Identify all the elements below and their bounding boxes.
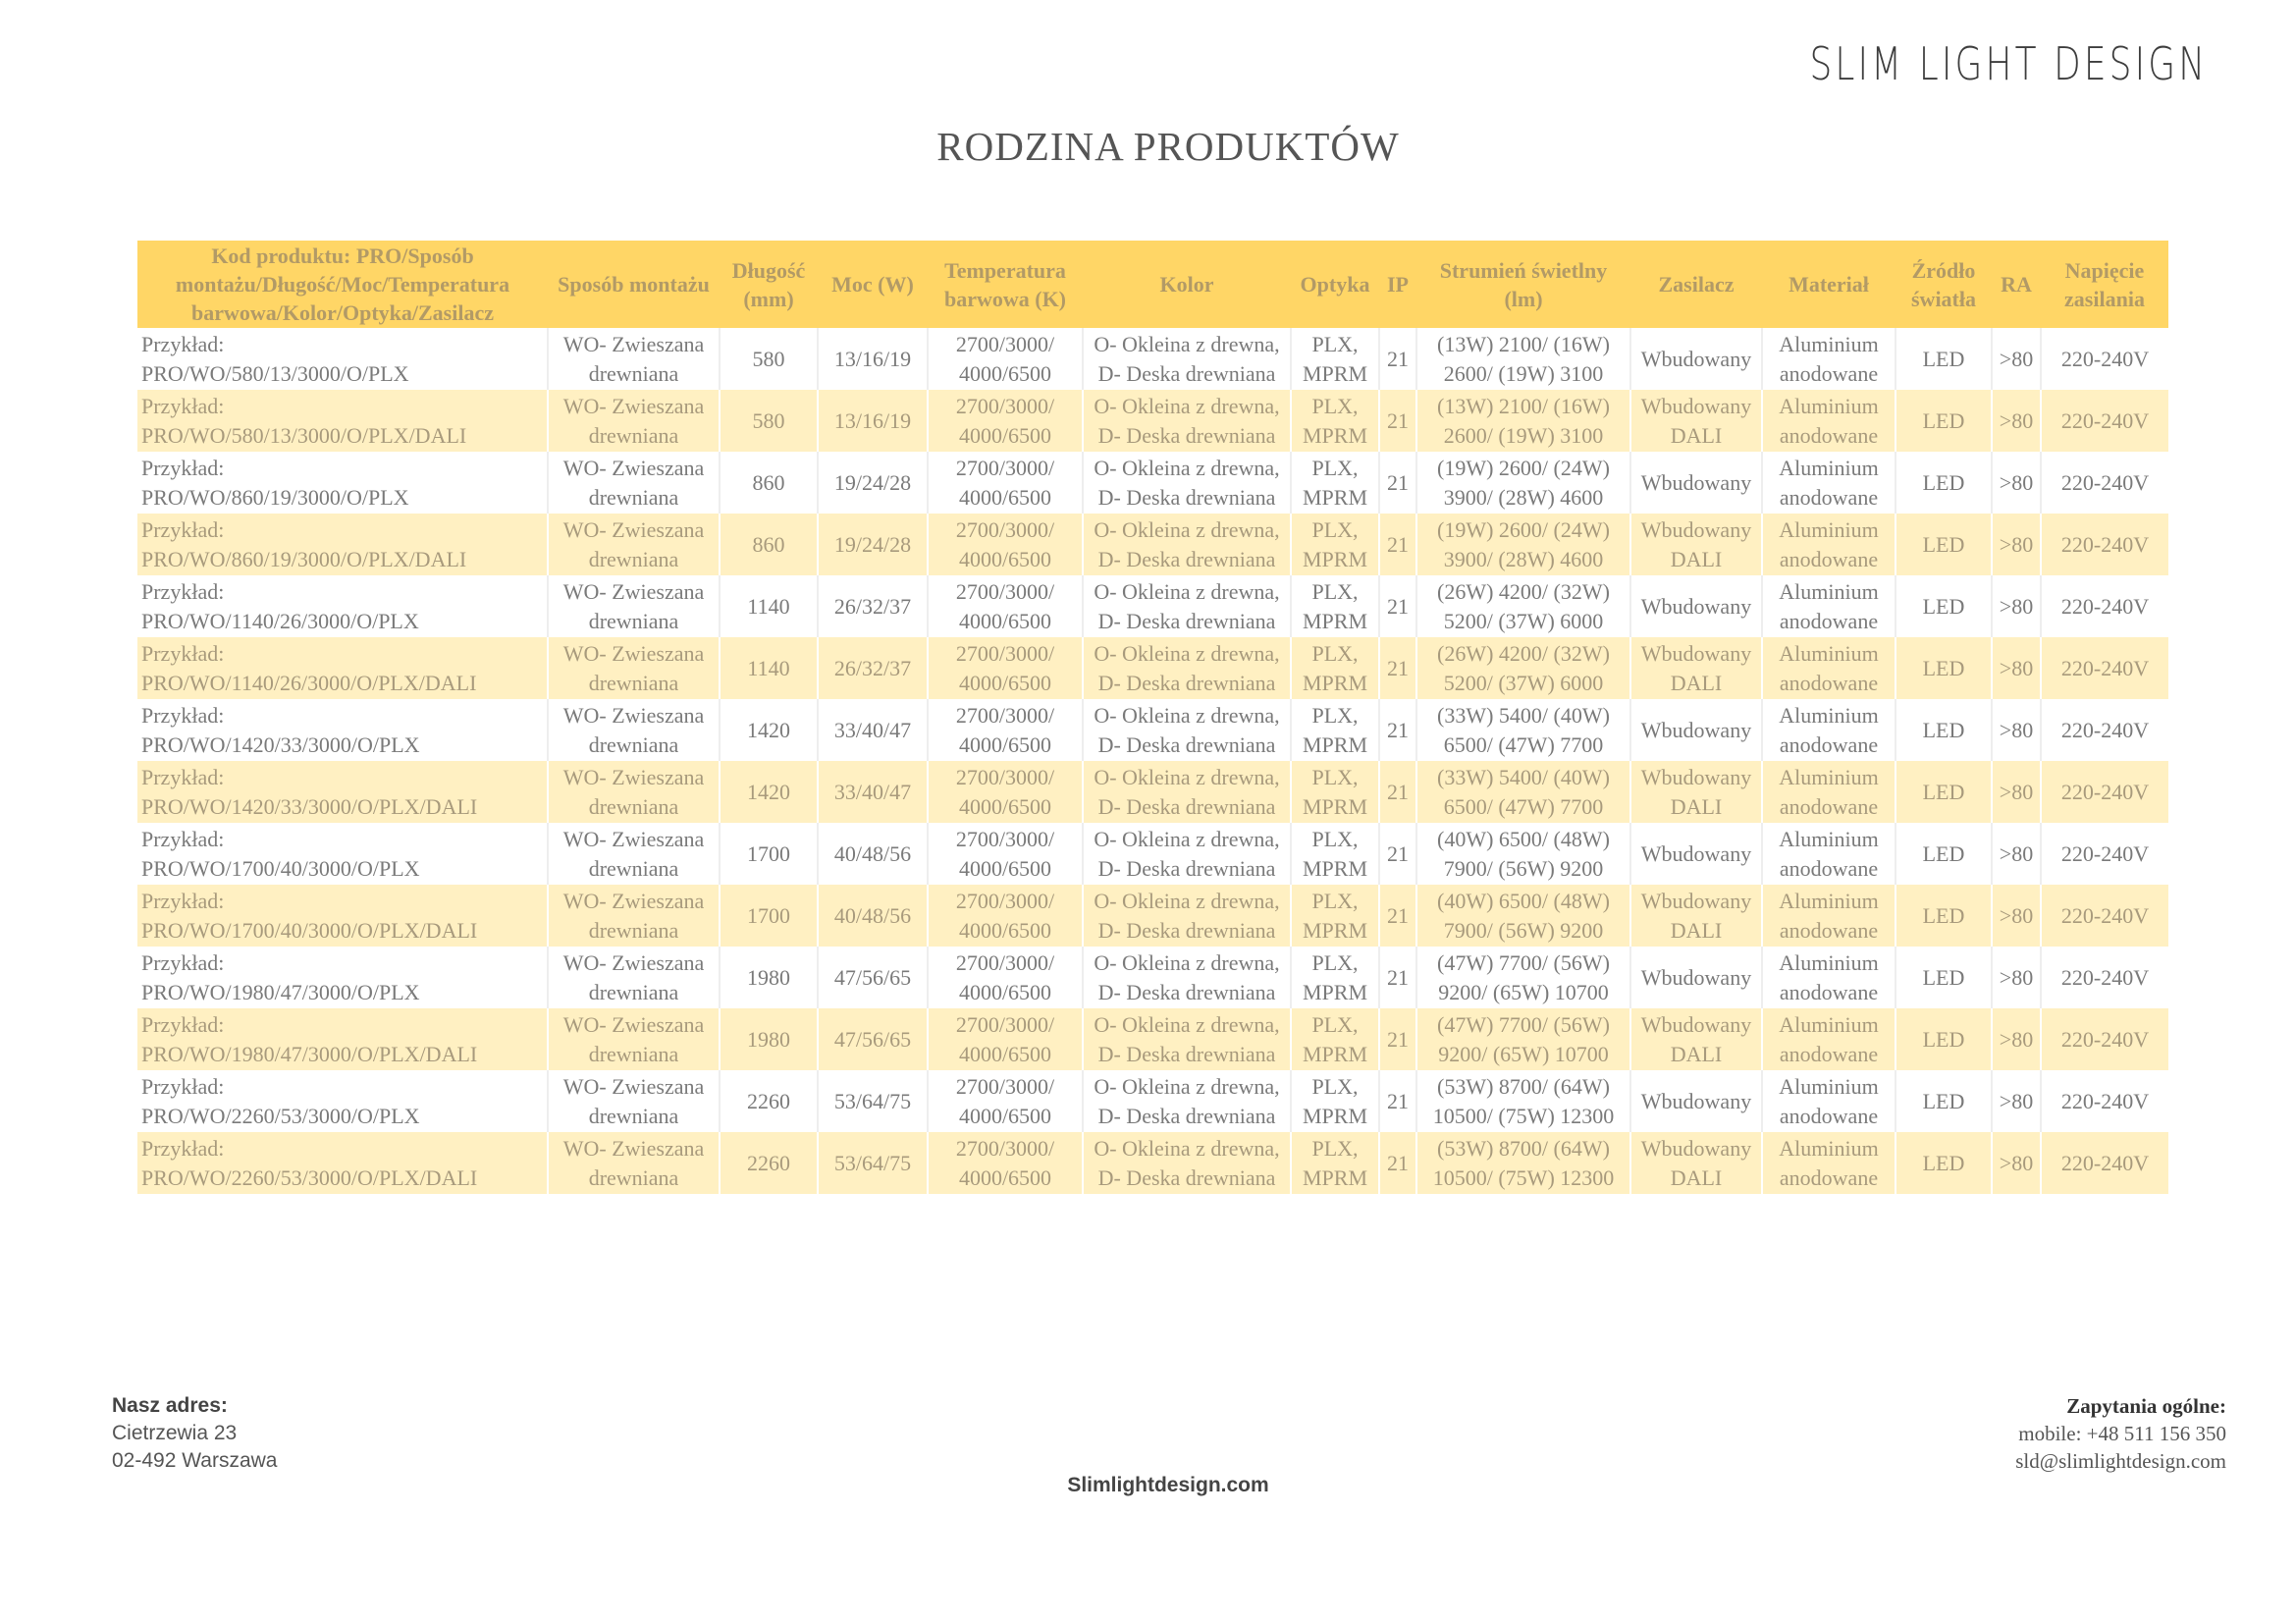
cell-mounting: WO- Zwieszana drewniana: [548, 390, 720, 452]
header-color-temp: Temperatura barwowa (K): [928, 241, 1083, 328]
cell-ra: >80: [1992, 947, 2041, 1008]
header-optics: Optyka: [1291, 241, 1379, 328]
cell-ra: >80: [1992, 1132, 2041, 1194]
cell-light-source: LED: [1896, 328, 1992, 390]
cell-product-code: Przykład: PRO/WO/1140/26/3000/O/PLX/DALI: [137, 637, 548, 699]
table-row: [137, 1070, 2168, 1132]
cell-optics: PLX, MPRM: [1291, 1070, 1379, 1132]
cell-color-temp: 2700/3000/ 4000/6500: [928, 947, 1083, 1008]
table-row: [137, 947, 2168, 1008]
cell-power: 26/32/37: [818, 575, 928, 637]
cell-voltage: 220-240V: [2041, 947, 2168, 1008]
cell-voltage: 220-240V: [2041, 575, 2168, 637]
cell-power: 33/40/47: [818, 699, 928, 761]
cell-material: Aluminium anodowane: [1762, 699, 1896, 761]
cell-color-temp: 2700/3000/ 4000/6500: [928, 637, 1083, 699]
cell-voltage: 220-240V: [2041, 823, 2168, 885]
cell-luminous-flux: (13W) 2100/ (16W) 2600/ (19W) 3100: [1416, 328, 1630, 390]
cell-luminous-flux: (33W) 5400/ (40W) 6500/ (47W) 7700: [1416, 699, 1630, 761]
cell-light-source: LED: [1896, 1008, 1992, 1070]
cell-optics: PLX, MPRM: [1291, 1008, 1379, 1070]
cell-color-temp: 2700/3000/ 4000/6500: [928, 575, 1083, 637]
cell-luminous-flux: (13W) 2100/ (16W) 2600/ (19W) 3100: [1416, 390, 1630, 452]
cell-length: 860: [720, 514, 818, 575]
table-row: [137, 1132, 2168, 1194]
cell-light-source: LED: [1896, 761, 1992, 823]
cell-ra: >80: [1992, 885, 2041, 947]
cell-light-source: LED: [1896, 885, 1992, 947]
cell-product-code: Przykład: PRO/WO/580/13/3000/O/PLX/DALI: [137, 390, 548, 452]
cell-length: 1980: [720, 1008, 818, 1070]
brand-logo: SLIM LIGHT DESIGN: [1809, 37, 2208, 90]
table-header-row: [137, 241, 2168, 328]
cell-driver: Wbudowany: [1630, 823, 1762, 885]
cell-material: Aluminium anodowane: [1762, 637, 1896, 699]
cell-voltage: 220-240V: [2041, 328, 2168, 390]
cell-driver: Wbudowany: [1630, 452, 1762, 514]
cell-light-source: LED: [1896, 514, 1992, 575]
cell-product-code: Przykład: PRO/WO/580/13/3000/O/PLX: [137, 328, 548, 390]
cell-finish: O- Okleina z drewna, D- Deska drewniana: [1083, 328, 1291, 390]
cell-length: 1420: [720, 761, 818, 823]
header-driver: Zasilacz: [1630, 241, 1762, 328]
cell-mounting: WO- Zwieszana drewniana: [548, 1008, 720, 1070]
cell-driver: Wbudowany: [1630, 575, 1762, 637]
cell-light-source: LED: [1896, 699, 1992, 761]
cell-ip: 21: [1379, 761, 1416, 823]
cell-ip: 21: [1379, 823, 1416, 885]
cell-finish: O- Okleina z drewna, D- Deska drewniana: [1083, 390, 1291, 452]
cell-light-source: LED: [1896, 823, 1992, 885]
cell-product-code: Przykład: PRO/WO/1980/47/3000/O/PLX: [137, 947, 548, 1008]
cell-driver: Wbudowany DALI: [1630, 390, 1762, 452]
cell-mounting: WO- Zwieszana drewniana: [548, 637, 720, 699]
cell-length: 2260: [720, 1132, 818, 1194]
cell-power: 13/16/19: [818, 390, 928, 452]
cell-material: Aluminium anodowane: [1762, 328, 1896, 390]
cell-material: Aluminium anodowane: [1762, 823, 1896, 885]
cell-driver: Wbudowany DALI: [1630, 1008, 1762, 1070]
cell-material: Aluminium anodowane: [1762, 575, 1896, 637]
cell-optics: PLX, MPRM: [1291, 761, 1379, 823]
cell-optics: PLX, MPRM: [1291, 575, 1379, 637]
cell-product-code: Przykład: PRO/WO/1420/33/3000/O/PLX: [137, 699, 548, 761]
table-row: [137, 761, 2168, 823]
cell-ip: 21: [1379, 637, 1416, 699]
cell-length: 1140: [720, 575, 818, 637]
cell-mounting: WO- Zwieszana drewniana: [548, 1070, 720, 1132]
cell-optics: PLX, MPRM: [1291, 699, 1379, 761]
cell-material: Aluminium anodowane: [1762, 761, 1896, 823]
cell-finish: O- Okleina z drewna, D- Deska drewniana: [1083, 699, 1291, 761]
cell-optics: PLX, MPRM: [1291, 390, 1379, 452]
cell-optics: PLX, MPRM: [1291, 885, 1379, 947]
cell-finish: O- Okleina z drewna, D- Deska drewniana: [1083, 823, 1291, 885]
cell-voltage: 220-240V: [2041, 452, 2168, 514]
cell-ip: 21: [1379, 1070, 1416, 1132]
header-voltage: Napięcie zasilania: [2041, 241, 2168, 328]
footer-address: [112, 1392, 277, 1475]
cell-driver: Wbudowany: [1630, 699, 1762, 761]
header-light-source: Źródło światła: [1896, 241, 1992, 328]
cell-voltage: 220-240V: [2041, 637, 2168, 699]
cell-product-code: Przykład: PRO/WO/1140/26/3000/O/PLX: [137, 575, 548, 637]
cell-finish: O- Okleina z drewna, D- Deska drewniana: [1083, 452, 1291, 514]
cell-color-temp: 2700/3000/ 4000/6500: [928, 452, 1083, 514]
cell-ip: 21: [1379, 514, 1416, 575]
cell-luminous-flux: (26W) 4200/ (32W) 5200/ (37W) 6000: [1416, 637, 1630, 699]
cell-length: 580: [720, 390, 818, 452]
cell-voltage: 220-240V: [2041, 390, 2168, 452]
cell-ra: >80: [1992, 761, 2041, 823]
cell-luminous-flux: (33W) 5400/ (40W) 6500/ (47W) 7700: [1416, 761, 1630, 823]
cell-length: 1700: [720, 823, 818, 885]
cell-driver: Wbudowany DALI: [1630, 1132, 1762, 1194]
header-mounting: Sposób montażu: [548, 241, 720, 328]
cell-mounting: WO- Zwieszana drewniana: [548, 947, 720, 1008]
cell-length: 860: [720, 452, 818, 514]
cell-ra: >80: [1992, 452, 2041, 514]
cell-finish: O- Okleina z drewna, D- Deska drewniana: [1083, 637, 1291, 699]
cell-ra: >80: [1992, 514, 2041, 575]
cell-luminous-flux: (47W) 7700/ (56W) 9200/ (65W) 10700: [1416, 947, 1630, 1008]
cell-product-code: Przykład: PRO/WO/1980/47/3000/O/PLX/DALI: [137, 1008, 548, 1070]
header-finish: Kolor: [1083, 241, 1291, 328]
cell-optics: PLX, MPRM: [1291, 823, 1379, 885]
cell-finish: O- Okleina z drewna, D- Deska drewniana: [1083, 1008, 1291, 1070]
cell-driver: Wbudowany: [1630, 1070, 1762, 1132]
table-row: [137, 637, 2168, 699]
cell-optics: PLX, MPRM: [1291, 452, 1379, 514]
table-row: [137, 514, 2168, 575]
cell-material: Aluminium anodowane: [1762, 452, 1896, 514]
cell-length: 1980: [720, 947, 818, 1008]
cell-driver: Wbudowany: [1630, 328, 1762, 390]
cell-light-source: LED: [1896, 637, 1992, 699]
cell-driver: Wbudowany DALI: [1630, 761, 1762, 823]
cell-mounting: WO- Zwieszana drewniana: [548, 575, 720, 637]
cell-ra: >80: [1992, 699, 2041, 761]
address-heading: Nasz adres:: [112, 1394, 228, 1417]
cell-mounting: WO- Zwieszana drewniana: [548, 514, 720, 575]
cell-finish: O- Okleina z drewna, D- Deska drewniana: [1083, 947, 1291, 1008]
cell-material: Aluminium anodowane: [1762, 1132, 1896, 1194]
table-row: [137, 823, 2168, 885]
cell-light-source: LED: [1896, 390, 1992, 452]
header-material: Materiał: [1762, 241, 1896, 328]
cell-color-temp: 2700/3000/ 4000/6500: [928, 761, 1083, 823]
cell-power: 26/32/37: [818, 637, 928, 699]
cell-mounting: WO- Zwieszana drewniana: [548, 823, 720, 885]
cell-luminous-flux: (19W) 2600/ (24W) 3900/ (28W) 4600: [1416, 452, 1630, 514]
cell-ra: >80: [1992, 637, 2041, 699]
cell-power: 40/48/56: [818, 823, 928, 885]
cell-color-temp: 2700/3000/ 4000/6500: [928, 1132, 1083, 1194]
contact-email[interactable]: sld@slimlightdesign.com: [2015, 1449, 2226, 1473]
cell-length: 1140: [720, 637, 818, 699]
cell-mounting: WO- Zwieszana drewniana: [548, 699, 720, 761]
cell-material: Aluminium anodowane: [1762, 514, 1896, 575]
cell-finish: O- Okleina z drewna, D- Deska drewniana: [1083, 575, 1291, 637]
address-street: Cietrzewia 23: [112, 1422, 238, 1444]
cell-color-temp: 2700/3000/ 4000/6500: [928, 328, 1083, 390]
header-length: Długość (mm): [720, 241, 818, 328]
cell-optics: PLX, MPRM: [1291, 637, 1379, 699]
cell-light-source: LED: [1896, 1070, 1992, 1132]
cell-ip: 21: [1379, 390, 1416, 452]
cell-power: 47/56/65: [818, 947, 928, 1008]
cell-optics: PLX, MPRM: [1291, 328, 1379, 390]
cell-ra: >80: [1992, 390, 2041, 452]
cell-length: 580: [720, 328, 818, 390]
cell-ip: 21: [1379, 575, 1416, 637]
cell-voltage: 220-240V: [2041, 1070, 2168, 1132]
cell-finish: O- Okleina z drewna, D- Deska drewniana: [1083, 1070, 1291, 1132]
cell-ip: 21: [1379, 1132, 1416, 1194]
cell-material: Aluminium anodowane: [1762, 1070, 1896, 1132]
cell-driver: Wbudowany DALI: [1630, 885, 1762, 947]
cell-product-code: Przykład: PRO/WO/860/19/3000/O/PLX: [137, 452, 548, 514]
header-ip: IP: [1379, 241, 1416, 328]
cell-light-source: LED: [1896, 452, 1992, 514]
cell-luminous-flux: (47W) 7700/ (56W) 9200/ (65W) 10700: [1416, 1008, 1630, 1070]
cell-mounting: WO- Zwieszana drewniana: [548, 328, 720, 390]
header-luminous-flux: Strumień świetlny (lm): [1416, 241, 1630, 328]
footer-contact: [2015, 1392, 2226, 1475]
cell-optics: PLX, MPRM: [1291, 514, 1379, 575]
cell-driver: Wbudowany DALI: [1630, 514, 1762, 575]
cell-luminous-flux: (19W) 2600/ (24W) 3900/ (28W) 4600: [1416, 514, 1630, 575]
header-product-code: Kod produktu: PRO/Sposób montażu/Długość/Moc/Temperatura barwowa/Kolor/Optyka/Zasilacz: [137, 241, 548, 328]
cell-material: Aluminium anodowane: [1762, 885, 1896, 947]
cell-color-temp: 2700/3000/ 4000/6500: [928, 390, 1083, 452]
cell-length: 1700: [720, 885, 818, 947]
cell-color-temp: 2700/3000/ 4000/6500: [928, 699, 1083, 761]
cell-color-temp: 2700/3000/ 4000/6500: [928, 1070, 1083, 1132]
cell-power: 47/56/65: [818, 1008, 928, 1070]
cell-color-temp: 2700/3000/ 4000/6500: [928, 885, 1083, 947]
cell-luminous-flux: (53W) 8700/ (64W) 10500/ (75W) 12300: [1416, 1132, 1630, 1194]
cell-driver: Wbudowany DALI: [1630, 637, 1762, 699]
cell-finish: O- Okleina z drewna, D- Deska drewniana: [1083, 1132, 1291, 1194]
table-row: [137, 452, 2168, 514]
cell-mounting: WO- Zwieszana drewniana: [548, 452, 720, 514]
website-link[interactable]: Slimlightdesign.com: [1067, 1474, 1269, 1496]
cell-voltage: 220-240V: [2041, 1132, 2168, 1194]
cell-ip: 21: [1379, 452, 1416, 514]
cell-product-code: Przykład: PRO/WO/2260/53/3000/O/PLX: [137, 1070, 548, 1132]
cell-finish: O- Okleina z drewna, D- Deska drewniana: [1083, 761, 1291, 823]
cell-luminous-flux: (40W) 6500/ (48W) 7900/ (56W) 9200: [1416, 885, 1630, 947]
cell-optics: PLX, MPRM: [1291, 1132, 1379, 1194]
cell-ra: >80: [1992, 328, 2041, 390]
cell-light-source: LED: [1896, 1132, 1992, 1194]
contact-heading: Zapytania ogólne:: [2066, 1394, 2226, 1418]
table-row: [137, 328, 2168, 390]
cell-power: 53/64/75: [818, 1132, 928, 1194]
cell-optics: PLX, MPRM: [1291, 947, 1379, 1008]
cell-color-temp: 2700/3000/ 4000/6500: [928, 1008, 1083, 1070]
cell-ip: 21: [1379, 328, 1416, 390]
contact-phone: mobile: +48 511 156 350: [2018, 1422, 2226, 1445]
cell-voltage: 220-240V: [2041, 699, 2168, 761]
cell-mounting: WO- Zwieszana drewniana: [548, 761, 720, 823]
cell-luminous-flux: (40W) 6500/ (48W) 7900/ (56W) 9200: [1416, 823, 1630, 885]
page-title: RODZINA PRODUKTÓW: [936, 124, 1400, 169]
cell-mounting: WO- Zwieszana drewniana: [548, 885, 720, 947]
cell-finish: O- Okleina z drewna, D- Deska drewniana: [1083, 514, 1291, 575]
cell-product-code: Przykład: PRO/WO/1700/40/3000/O/PLX: [137, 823, 548, 885]
product-table: [137, 241, 2168, 1194]
cell-material: Aluminium anodowane: [1762, 1008, 1896, 1070]
cell-finish: O- Okleina z drewna, D- Deska drewniana: [1083, 885, 1291, 947]
cell-power: 33/40/47: [818, 761, 928, 823]
cell-color-temp: 2700/3000/ 4000/6500: [928, 514, 1083, 575]
cell-ra: >80: [1992, 1008, 2041, 1070]
cell-ra: >80: [1992, 575, 2041, 637]
cell-ip: 21: [1379, 699, 1416, 761]
cell-voltage: 220-240V: [2041, 761, 2168, 823]
cell-ra: >80: [1992, 1070, 2041, 1132]
cell-material: Aluminium anodowane: [1762, 947, 1896, 1008]
cell-product-code: Przykład: PRO/WO/1420/33/3000/O/PLX/DALI: [137, 761, 548, 823]
table-row: [137, 885, 2168, 947]
cell-material: Aluminium anodowane: [1762, 390, 1896, 452]
cell-ra: >80: [1992, 823, 2041, 885]
cell-product-code: Przykład: PRO/WO/2260/53/3000/O/PLX/DALI: [137, 1132, 548, 1194]
cell-luminous-flux: (53W) 8700/ (64W) 10500/ (75W) 12300: [1416, 1070, 1630, 1132]
cell-mounting: WO- Zwieszana drewniana: [548, 1132, 720, 1194]
table-row: [137, 699, 2168, 761]
cell-power: 19/24/28: [818, 452, 928, 514]
cell-power: 19/24/28: [818, 514, 928, 575]
cell-light-source: LED: [1896, 575, 1992, 637]
cell-power: 13/16/19: [818, 328, 928, 390]
header-ra: RA: [1992, 241, 2041, 328]
cell-product-code: Przykład: PRO/WO/1700/40/3000/O/PLX/DALI: [137, 885, 548, 947]
cell-power: 53/64/75: [818, 1070, 928, 1132]
cell-ip: 21: [1379, 1008, 1416, 1070]
header-power: Moc (W): [818, 241, 928, 328]
cell-ip: 21: [1379, 947, 1416, 1008]
cell-voltage: 220-240V: [2041, 1008, 2168, 1070]
cell-product-code: Przykład: PRO/WO/860/19/3000/O/PLX/DALI: [137, 514, 548, 575]
address-city: 02-492 Warszawa: [112, 1449, 278, 1472]
cell-ip: 21: [1379, 885, 1416, 947]
table-row: [137, 390, 2168, 452]
cell-power: 40/48/56: [818, 885, 928, 947]
cell-driver: Wbudowany: [1630, 947, 1762, 1008]
table-body: [137, 328, 2168, 1194]
cell-voltage: 220-240V: [2041, 514, 2168, 575]
cell-luminous-flux: (26W) 4200/ (32W) 5200/ (37W) 6000: [1416, 575, 1630, 637]
table-row: [137, 575, 2168, 637]
cell-length: 1420: [720, 699, 818, 761]
cell-light-source: LED: [1896, 947, 1992, 1008]
cell-color-temp: 2700/3000/ 4000/6500: [928, 823, 1083, 885]
table-row: [137, 1008, 2168, 1070]
cell-length: 2260: [720, 1070, 818, 1132]
cell-voltage: 220-240V: [2041, 885, 2168, 947]
